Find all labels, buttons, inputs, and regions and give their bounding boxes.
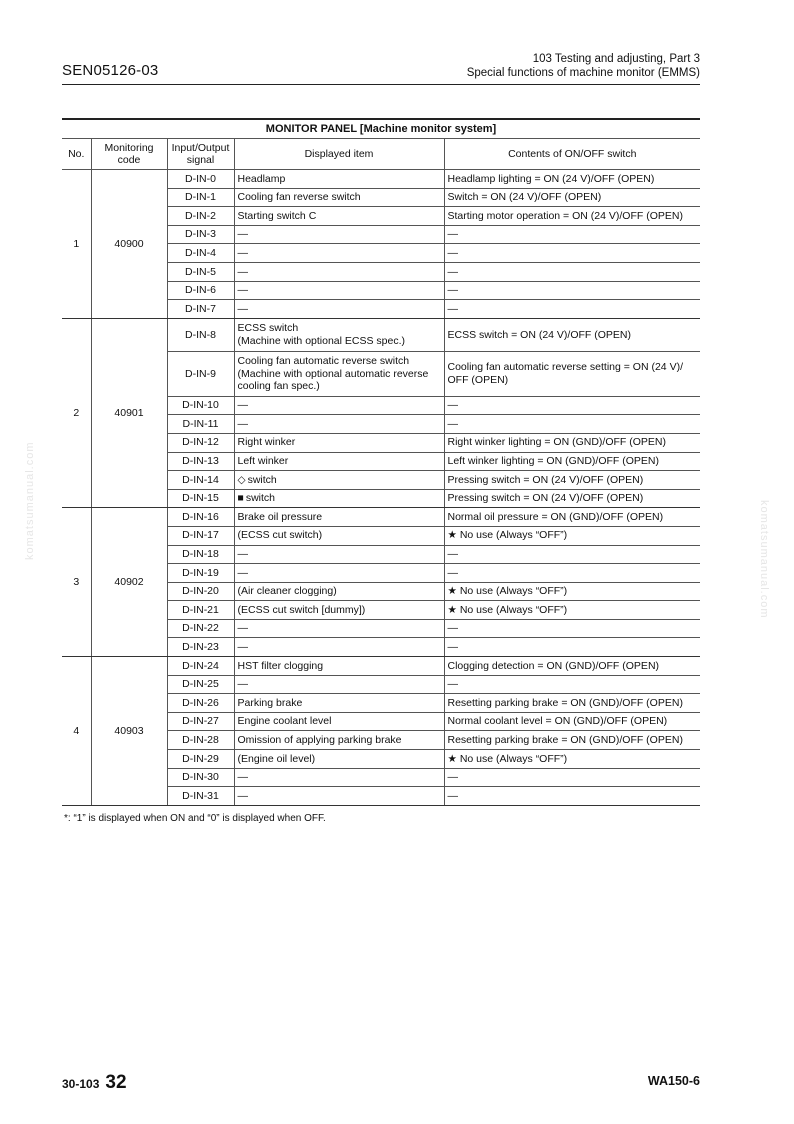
cell-displayed-item: — xyxy=(234,300,444,319)
cell-displayed-item: — xyxy=(234,619,444,638)
cell-displayed-item: HST filter clogging xyxy=(234,657,444,676)
cell-io-signal: D-IN-17 xyxy=(167,526,234,545)
cell-io-signal: D-IN-4 xyxy=(167,244,234,263)
cell-io-signal: D-IN-8 xyxy=(167,318,234,351)
cell-io-signal: D-IN-3 xyxy=(167,225,234,244)
cell-no: 3 xyxy=(62,508,91,657)
cell-text: switch xyxy=(245,492,276,505)
cell-contents: — xyxy=(444,396,700,415)
cell-io-signal: D-IN-25 xyxy=(167,675,234,694)
cell-monitoring-code: 40903 xyxy=(91,657,167,806)
cell-contents: Pressing switch = ON (24 V)/OFF (OPEN) xyxy=(444,471,700,490)
footnote: *: “1” is displayed when ON and “0” is displayed when OFF. xyxy=(64,813,326,824)
cell-io-signal: D-IN-18 xyxy=(167,545,234,564)
cell-io-signal: D-IN-0 xyxy=(167,170,234,189)
cell-io-signal: D-IN-11 xyxy=(167,415,234,434)
cell-displayed-item: — xyxy=(234,262,444,281)
col-header-io-signal: Input/Output signal xyxy=(167,139,234,170)
cell-contents: — xyxy=(444,619,700,638)
watermark-left: komatsumanual.com xyxy=(24,441,36,560)
cell-contents: ★ No use (Always “OFF”) xyxy=(444,526,700,545)
cell-io-signal: D-IN-19 xyxy=(167,564,234,583)
cell-io-signal: D-IN-27 xyxy=(167,712,234,731)
cell-contents: Clogging detection = ON (GND)/OFF (OPEN) xyxy=(444,657,700,676)
cell-contents: Normal oil pressure = ON (GND)/OFF (OPEN) xyxy=(444,508,700,527)
cell-contents: — xyxy=(444,545,700,564)
cell-contents: ★ No use (Always “OFF”) xyxy=(444,582,700,601)
cell-io-signal: D-IN-15 xyxy=(167,489,234,508)
cell-io-signal: D-IN-23 xyxy=(167,638,234,657)
cell-contents: Headlamp lighting = ON (24 V)/OFF (OPEN) xyxy=(444,170,700,189)
cell-io-signal: D-IN-14 xyxy=(167,471,234,490)
cell-displayed-item xyxy=(234,471,444,490)
model-name: WA150-6 xyxy=(647,1074,700,1088)
cell-displayed-item: (ECSS cut switch) xyxy=(234,526,444,545)
cell-io-signal: D-IN-28 xyxy=(167,731,234,750)
cell-line: (Machine with optional ECSS spec.) xyxy=(237,334,405,347)
cell-no: 2 xyxy=(62,318,91,508)
cell-displayed-item: — xyxy=(234,545,444,564)
col-header-contents: Contents of ON/OFF switch xyxy=(444,139,700,170)
cell-displayed-item: Engine coolant level xyxy=(234,712,444,731)
table-row xyxy=(62,657,700,676)
cell-displayed-item: Headlamp xyxy=(234,170,444,189)
cell-contents: ★ No use (Always “OFF”) xyxy=(444,750,700,769)
cell-displayed-item: Parking brake xyxy=(234,694,444,713)
cell-io-signal: D-IN-1 xyxy=(167,188,234,207)
cell-displayed-item: Cooling fan reverse switch xyxy=(234,188,444,207)
cell-io-signal: D-IN-20 xyxy=(167,582,234,601)
cell-contents: — xyxy=(444,262,700,281)
section-heading-line2: Special functions of machine monitor (EMMS) xyxy=(466,67,700,79)
cell-displayed-item: — xyxy=(234,396,444,415)
cell-contents: ★ No use (Always “OFF”) xyxy=(444,601,700,620)
section-heading xyxy=(467,52,700,80)
cell-line: Cooling fan automatic reverse switch xyxy=(237,355,410,367)
cell-contents: — xyxy=(444,225,700,244)
cell-displayed-item: Left winker xyxy=(234,452,444,471)
cell-io-signal: D-IN-9 xyxy=(167,351,234,396)
cell-contents: — xyxy=(444,787,700,806)
cell-displayed-item: (Engine oil level) xyxy=(234,750,444,769)
cell-contents: — xyxy=(444,300,700,319)
table-row xyxy=(62,508,700,527)
document-code: SEN05126-03 xyxy=(62,62,159,79)
cell-io-signal: D-IN-5 xyxy=(167,262,234,281)
cell-displayed-item: — xyxy=(234,564,444,583)
cell-no: 1 xyxy=(62,170,91,319)
cell-line: (Machine with optional automatic reverse xyxy=(237,367,429,380)
cell-io-signal: D-IN-2 xyxy=(167,207,234,226)
col-header-monitoring-code: Monitoring code xyxy=(91,139,167,170)
cell-displayed-item xyxy=(234,351,444,396)
cell-displayed-item: Right winker xyxy=(234,433,444,452)
cell-contents: Right winker lighting = ON (GND)/OFF (OPEN) xyxy=(444,433,700,452)
cell-displayed-item: Omission of applying parking brake xyxy=(234,731,444,750)
cell-displayed-item: — xyxy=(234,768,444,787)
cell-contents: — xyxy=(444,675,700,694)
table-row xyxy=(62,170,700,189)
cell-displayed-item: — xyxy=(234,281,444,300)
cell-contents: Starting motor operation = ON (24 V)/OFF (OPEN) xyxy=(444,207,700,226)
filled-square-icon: ■ xyxy=(237,492,244,505)
cell-contents: Resetting parking brake = ON (GND)/OFF (OPEN) xyxy=(444,694,700,713)
page-prefix: 30-103 xyxy=(62,1077,100,1091)
cell-displayed-item xyxy=(234,318,444,351)
cell-io-signal: D-IN-22 xyxy=(167,619,234,638)
cell-no: 4 xyxy=(62,657,91,806)
cell-monitoring-code: 40902 xyxy=(91,508,167,657)
cell-displayed-item: — xyxy=(234,415,444,434)
table-body xyxy=(62,170,700,806)
cell-displayed-item: (Air cleaner clogging) xyxy=(234,582,444,601)
cell-io-signal: D-IN-30 xyxy=(167,768,234,787)
cell-displayed-item: Starting switch C xyxy=(234,207,444,226)
header-rule xyxy=(62,84,700,85)
cell-displayed-item: — xyxy=(234,787,444,806)
cell-displayed-item: — xyxy=(234,244,444,263)
page-number-big: 32 xyxy=(105,1072,127,1093)
cell-monitoring-code: 40901 xyxy=(91,318,167,508)
cell-io-signal: D-IN-21 xyxy=(167,601,234,620)
diamond-outline-icon: ◇ xyxy=(237,473,246,486)
cell-contents xyxy=(444,318,700,351)
cell-contents: Pressing switch = ON (24 V)/OFF (OPEN) xyxy=(444,489,700,508)
cell-contents xyxy=(444,351,700,396)
cell-line: Cooling fan automatic reverse setting = ON (24 V)/ xyxy=(447,361,683,374)
cell-displayed-item: — xyxy=(234,638,444,657)
table-row xyxy=(62,318,700,351)
cell-displayed-item: — xyxy=(234,225,444,244)
cell-io-signal: D-IN-31 xyxy=(167,787,234,806)
cell-contents: — xyxy=(444,638,700,657)
col-header-displayed-item: Displayed item xyxy=(234,139,444,170)
cell-displayed-item: — xyxy=(234,675,444,694)
cell-contents: Normal coolant level = ON (GND)/OFF (OPEN) xyxy=(444,712,700,731)
cell-displayed-item: (ECSS cut switch [dummy]) xyxy=(234,601,444,620)
cell-io-signal: D-IN-7 xyxy=(167,300,234,319)
cell-io-signal: D-IN-10 xyxy=(167,396,234,415)
cell-displayed-item xyxy=(234,489,444,508)
cell-io-signal: D-IN-24 xyxy=(167,657,234,676)
cell-io-signal: D-IN-12 xyxy=(167,433,234,452)
watermark-right: komatsumanual.com xyxy=(758,500,770,619)
cell-contents: Left winker lighting = ON (GND)/OFF (OPEN) xyxy=(444,452,700,471)
cell-line: cooling fan spec.) xyxy=(237,380,320,392)
cell-contents: — xyxy=(444,415,700,434)
cell-io-signal: D-IN-6 xyxy=(167,281,234,300)
cell-contents: Switch = ON (24 V)/OFF (OPEN) xyxy=(444,188,700,207)
cell-line: ECSS switch xyxy=(237,322,299,335)
cell-contents: — xyxy=(444,244,700,263)
cell-io-signal: D-IN-13 xyxy=(167,452,234,471)
cell-text: switch xyxy=(247,473,277,486)
cell-contents: — xyxy=(444,768,700,787)
cell-line: OFF (OPEN) xyxy=(447,373,509,386)
cell-contents: Resetting parking brake = ON (GND)/OFF (OPEN) xyxy=(444,731,700,750)
cell-monitoring-code: 40900 xyxy=(91,170,167,319)
cell-line: ECSS switch = ON (24 V)/OFF (OPEN) xyxy=(447,328,631,341)
col-header-no: No. xyxy=(62,139,91,170)
page-number xyxy=(62,1072,127,1094)
cell-io-signal: D-IN-16 xyxy=(167,508,234,527)
cell-displayed-item: Brake oil pressure xyxy=(234,508,444,527)
table-title: MONITOR PANEL [Machine monitor system] xyxy=(62,119,700,139)
cell-io-signal: D-IN-26 xyxy=(167,694,234,713)
section-heading-line1: 103 Testing and adjusting, Part 3 xyxy=(532,53,700,65)
cell-io-signal: D-IN-29 xyxy=(167,750,234,769)
cell-contents: — xyxy=(444,281,700,300)
monitor-panel-table xyxy=(62,118,700,806)
cell-contents: — xyxy=(444,564,700,583)
